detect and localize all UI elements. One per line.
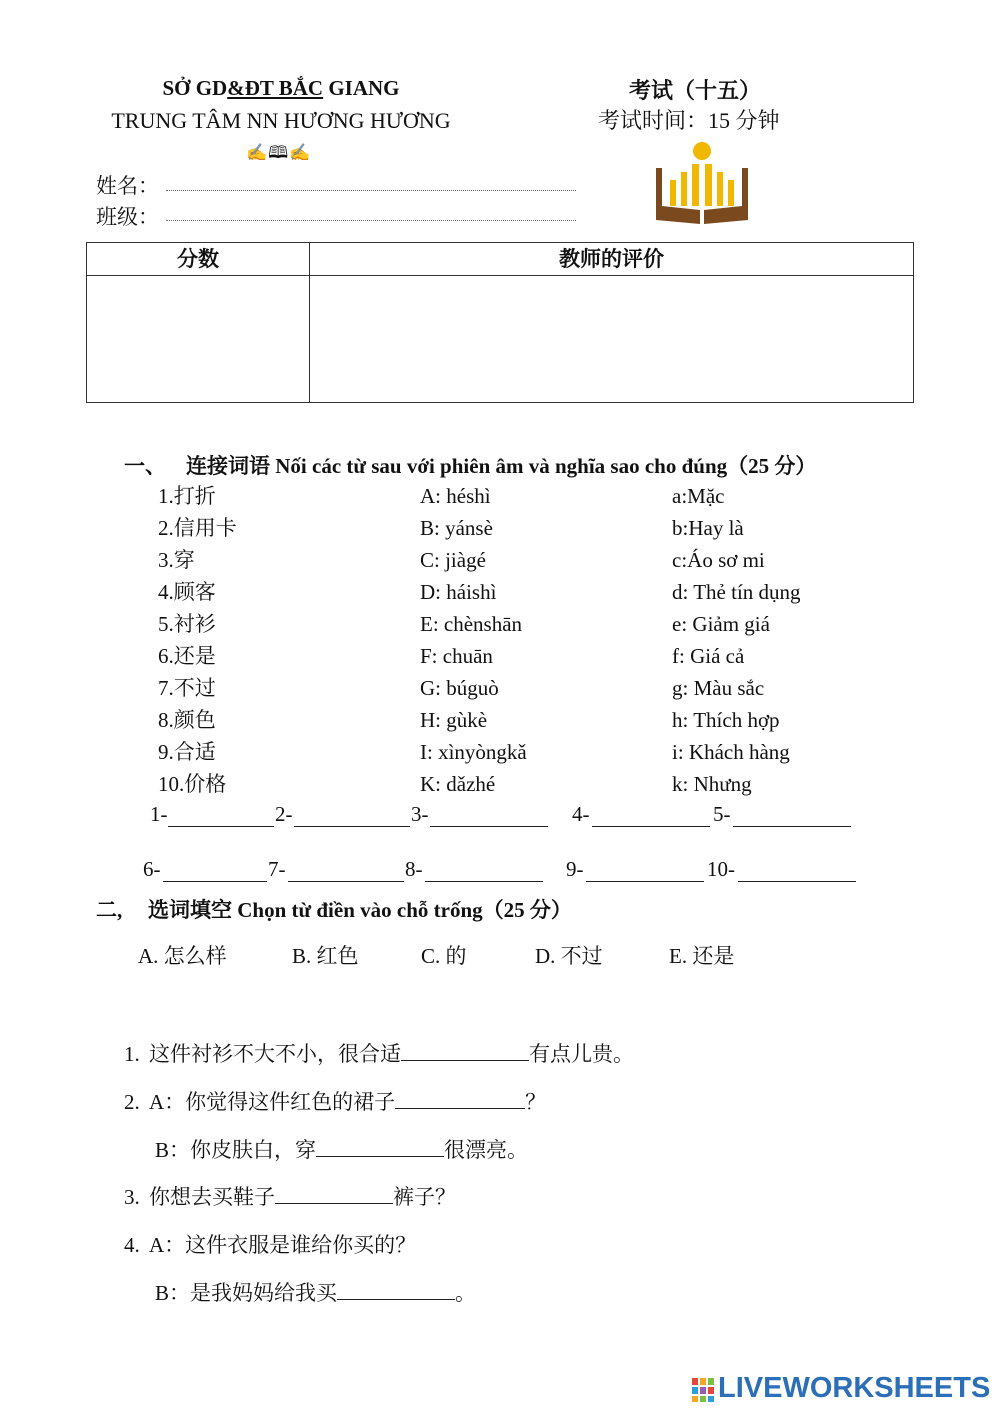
- answer-label: 10-: [707, 857, 735, 881]
- word-item: 1.打折: [158, 484, 216, 508]
- question-text: 有点儿贵。: [529, 1042, 634, 1066]
- option-d: D. 不过: [535, 944, 603, 968]
- question-number: 1.: [124, 1042, 140, 1066]
- score-cell[interactable]: [87, 276, 309, 402]
- fill-blank-2a[interactable]: [395, 1090, 525, 1109]
- name-field[interactable]: [166, 190, 576, 191]
- answer-label: 4-: [572, 802, 590, 826]
- fill-blank-1[interactable]: [401, 1042, 529, 1061]
- answer-label: 5-: [713, 802, 731, 826]
- meaning-item: c:Áo sơ mi: [672, 548, 765, 572]
- book-reader-logo-icon: [652, 140, 752, 226]
- meaning-item: k: Nhưng: [672, 772, 752, 796]
- word-item: 3.穿: [158, 548, 195, 572]
- option-b: B. 红色: [292, 944, 359, 968]
- class-label: 班级：: [96, 205, 159, 229]
- pinyin-column: [420, 480, 527, 800]
- meaning-item: i: Khách hàng: [672, 740, 790, 764]
- meaning-column: [672, 480, 801, 800]
- meaning-item: b:Hay là: [672, 516, 744, 540]
- question-1: [124, 1038, 634, 1068]
- question-text: 很漂亮。: [444, 1138, 529, 1162]
- pinyin-item: D: háishì: [420, 580, 497, 604]
- answer-label: 8-: [405, 857, 423, 881]
- section2-title: 选词填空 Chọn từ điền vào chỗ trống（25 分）: [148, 898, 572, 922]
- answer-blank-8[interactable]: [425, 863, 543, 882]
- school-name: [86, 76, 476, 101]
- pinyin-item: H: gùkè: [420, 708, 488, 732]
- option-a: A. 怎么样: [138, 944, 227, 968]
- school-name-part1: SỞ GD: [162, 76, 228, 100]
- answer-label: 7-: [268, 857, 286, 881]
- question-2b: [155, 1134, 528, 1164]
- pen-book-ornament: ✍🕮✍: [246, 143, 312, 162]
- meaning-item: d: Thẻ tín dụng: [672, 580, 801, 604]
- pinyin-item: I: xìnyòngkǎ: [420, 740, 527, 764]
- word-column: [158, 480, 237, 800]
- word-item: 2.信用卡: [158, 516, 237, 540]
- answer-blank-10[interactable]: [738, 863, 856, 882]
- word-item: 7.不过: [158, 676, 216, 700]
- meaning-item: g: Màu sắc: [672, 676, 765, 700]
- answer-label: 9-: [566, 857, 584, 881]
- exam-title: 考试（十五）: [628, 78, 761, 103]
- question-text: A：这件衣服是谁给你买的？: [149, 1233, 417, 1257]
- fill-blank-2b[interactable]: [316, 1138, 444, 1157]
- meaning-item: e: Giảm giá: [672, 612, 770, 636]
- meaning-item: a:Mặc: [672, 484, 725, 508]
- pinyin-item: C: jiàgé: [420, 548, 486, 572]
- question-text: ？: [525, 1090, 547, 1114]
- section1-number: 一、: [124, 454, 166, 478]
- question-text: B：是我妈妈给我买: [155, 1281, 338, 1305]
- answer-blank-1[interactable]: [168, 808, 274, 827]
- liveworksheets-logo-icon: [692, 1378, 714, 1402]
- answer-blank-3[interactable]: [430, 808, 548, 827]
- pinyin-item: G: búguò: [420, 676, 499, 700]
- option-e: E. 还是: [669, 944, 735, 968]
- teacher-comment-header: 教师的评价: [559, 247, 664, 271]
- answer-row-2: [0, 857, 1000, 887]
- answer-label: 1-: [150, 802, 168, 826]
- section2-number: 二,: [96, 898, 123, 922]
- word-item: 8.颜色: [158, 708, 216, 732]
- question-text: 你想去买鞋子: [149, 1185, 275, 1209]
- word-item: 10.价格: [158, 772, 227, 796]
- question-text: A：你觉得这件红色的裙子: [149, 1090, 396, 1114]
- pinyin-item: B: yánsè: [420, 516, 493, 540]
- word-item: 9.合适: [158, 740, 216, 764]
- meaning-item: h: Thích hợp: [672, 708, 780, 732]
- answer-label: 3-: [411, 802, 429, 826]
- answer-blank-6[interactable]: [163, 863, 267, 882]
- answer-blank-5[interactable]: [733, 808, 851, 827]
- fill-blank-3[interactable]: [275, 1185, 393, 1204]
- question-4b: [155, 1277, 476, 1307]
- class-field[interactable]: [166, 220, 576, 221]
- question-text: B：你皮肤白，穿: [155, 1138, 317, 1162]
- question-text: 。: [455, 1281, 477, 1305]
- answer-blank-4[interactable]: [592, 808, 710, 827]
- name-label: 姓名：: [96, 174, 159, 198]
- answer-blank-9[interactable]: [586, 863, 704, 882]
- teacher-comment-cell[interactable]: [310, 276, 913, 402]
- pinyin-item: F: chuān: [420, 644, 493, 668]
- question-number: 2.: [124, 1090, 140, 1114]
- liveworksheets-brand[interactable]: LIVEWORKSHEETS: [718, 1372, 991, 1404]
- word-item: 4.顾客: [158, 580, 216, 604]
- meaning-item: f: Giá cả: [672, 644, 745, 668]
- score-header: 分数: [177, 247, 219, 271]
- score-table: [86, 242, 914, 403]
- answer-blank-2[interactable]: [294, 808, 410, 827]
- school-name-part2: &ĐT BẮC: [227, 76, 324, 100]
- exam-time: 考试时间：15 分钟: [598, 108, 780, 133]
- school-name-part3: GIANG: [323, 76, 400, 100]
- option-c: C. 的: [421, 944, 467, 968]
- question-text: 裤子？: [393, 1185, 456, 1209]
- question-4a: [124, 1229, 416, 1259]
- question-number: 3.: [124, 1185, 140, 1209]
- question-text: 这件衬衫不大不小，很合适: [149, 1042, 401, 1066]
- pinyin-item: A: héshì: [420, 484, 491, 508]
- answer-label: 2-: [275, 802, 293, 826]
- pinyin-item: E: chènshān: [420, 612, 523, 636]
- answer-label: 6-: [143, 857, 161, 881]
- pinyin-item: K: dǎzhé: [420, 772, 496, 796]
- answer-blank-7[interactable]: [288, 863, 404, 882]
- fill-blank-4b[interactable]: [337, 1281, 455, 1300]
- question-2a: [124, 1086, 546, 1116]
- question-3: [124, 1181, 456, 1211]
- center-name: TRUNG TÂM NN HƯƠNG HƯƠNG: [111, 108, 451, 133]
- word-item: 5.衬衫: [158, 612, 216, 636]
- word-item: 6.还是: [158, 644, 216, 668]
- question-number: 4.: [124, 1233, 140, 1257]
- section1-title: 连接词语 Nối các từ sau với phiên âm và nghĩa sao cho đúng（25 分）: [186, 454, 817, 478]
- answer-row-1: [0, 802, 1000, 832]
